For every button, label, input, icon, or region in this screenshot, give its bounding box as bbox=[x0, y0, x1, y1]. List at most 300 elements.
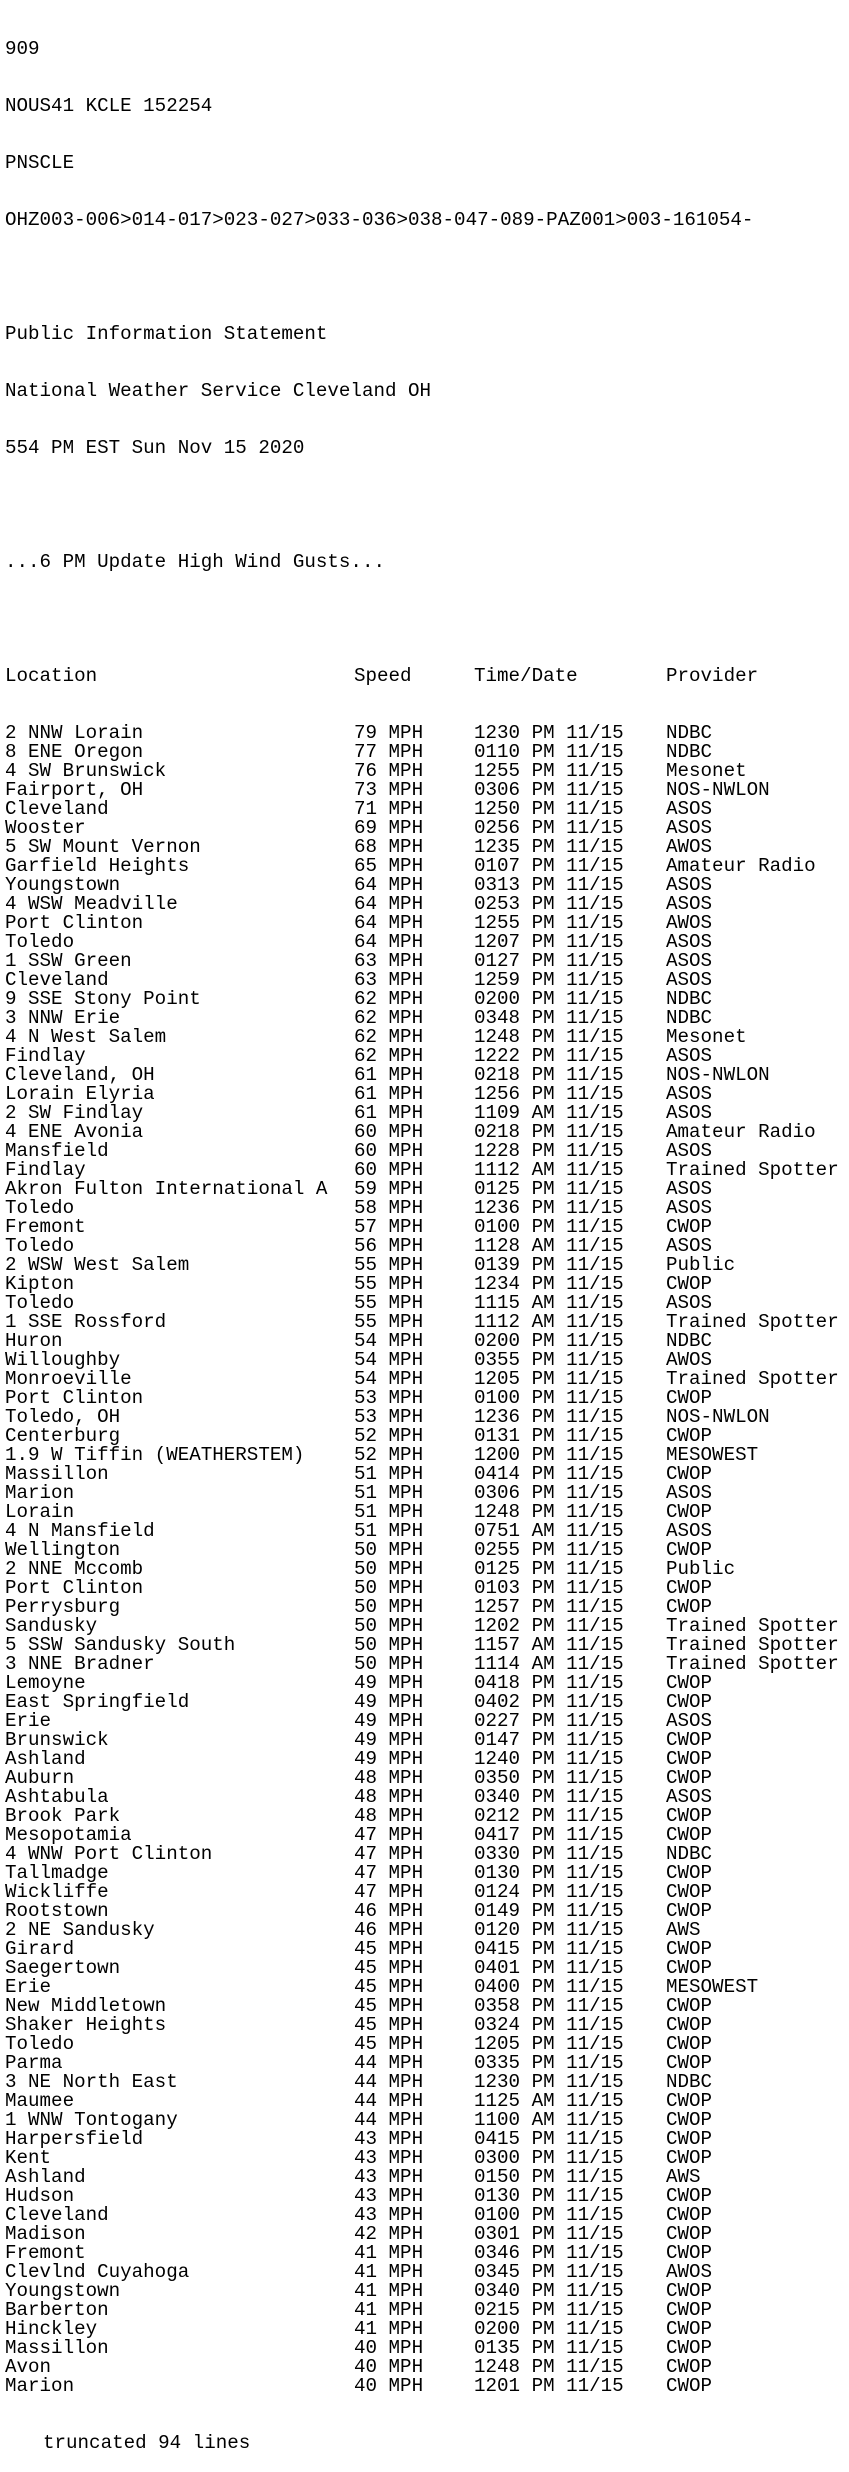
speed-cell: 60 MPH bbox=[354, 1140, 424, 1162]
provider-cell: ASOS bbox=[666, 1520, 713, 1542]
provider-cell: CWOP bbox=[666, 1463, 713, 1485]
issue-time: 554 PM EST Sun Nov 15 2020 bbox=[5, 437, 305, 459]
location-cell: Auburn bbox=[5, 1767, 75, 1789]
time-date-cell: 1240 PM 11/15 bbox=[474, 1748, 624, 1770]
table-row bbox=[5, 1921, 849, 1940]
location-cell: Wooster bbox=[5, 817, 86, 839]
location-cell: Wickliffe bbox=[5, 1881, 109, 1903]
location-cell: 2 NNE Mccomb bbox=[5, 1558, 144, 1580]
provider-cell: NOS-NWLON bbox=[666, 779, 770, 801]
provider-cell: NDBC bbox=[666, 1007, 713, 1029]
provider-cell: CWOP bbox=[666, 2109, 713, 2131]
provider-cell: CWOP bbox=[666, 1216, 713, 1238]
location-cell: Saegertown bbox=[5, 1957, 121, 1979]
provider-cell: NOS-NWLON bbox=[666, 1064, 770, 1086]
time-date-cell: 1128 AM 11/15 bbox=[474, 1235, 624, 1257]
speed-cell: 55 MPH bbox=[354, 1273, 424, 1295]
time-date-cell: 0358 PM 11/15 bbox=[474, 1995, 624, 2017]
time-date-cell: 0103 PM 11/15 bbox=[474, 1577, 624, 1599]
provider-cell: ASOS bbox=[666, 1235, 713, 1257]
speed-cell: 47 MPH bbox=[354, 1881, 424, 1903]
table-row bbox=[5, 1959, 849, 1978]
time-date-cell: 0340 PM 11/15 bbox=[474, 1786, 624, 1808]
table-row bbox=[5, 2054, 849, 2073]
provider-cell: CWOP bbox=[666, 2356, 713, 2378]
provider-cell: CWOP bbox=[666, 2128, 713, 2150]
table-row bbox=[5, 2168, 849, 2187]
location-cell: Ashland bbox=[5, 2166, 86, 2188]
location-cell: Cleveland bbox=[5, 2204, 109, 2226]
provider-cell: Trained Spotter bbox=[666, 1311, 839, 1333]
provider-cell: CWOP bbox=[666, 1881, 713, 1903]
location-cell: Cleveland bbox=[5, 969, 109, 991]
provider-cell: ASOS bbox=[666, 1083, 713, 1105]
provider-cell: CWOP bbox=[666, 2014, 713, 2036]
provider-cell: CWOP bbox=[666, 1748, 713, 1770]
text-document bbox=[5, 2, 849, 2472]
speed-cell: 71 MPH bbox=[354, 798, 424, 820]
provider-cell: AWOS bbox=[666, 1349, 713, 1371]
provider-cell: Trained Spotter bbox=[666, 1634, 839, 1656]
location-cell: Toledo bbox=[5, 1292, 75, 1314]
table-row bbox=[5, 2187, 849, 2206]
time-date-cell: 0110 PM 11/15 bbox=[474, 741, 624, 763]
speed-cell: 42 MPH bbox=[354, 2223, 424, 2245]
provider-cell: CWOP bbox=[666, 2052, 713, 2074]
location-cell: 8 ENE Oregon bbox=[5, 741, 144, 763]
time-date-cell: 0100 PM 11/15 bbox=[474, 1216, 624, 1238]
provider-cell: ASOS bbox=[666, 1102, 713, 1124]
provider-cell: Trained Spotter bbox=[666, 1159, 839, 1181]
location-cell: 2 NE Sandusky bbox=[5, 1919, 155, 1941]
provider-cell: CWOP bbox=[666, 2223, 713, 2245]
provider-cell: CWOP bbox=[666, 2204, 713, 2226]
provider-cell: NDBC bbox=[666, 2071, 713, 2093]
time-date-cell: 0218 PM 11/15 bbox=[474, 1121, 624, 1143]
time-date-cell: 0212 PM 11/15 bbox=[474, 1805, 624, 1827]
provider-cell: CWOP bbox=[666, 2242, 713, 2264]
speed-cell: 62 MPH bbox=[354, 1026, 424, 1048]
time-date-cell: 0139 PM 11/15 bbox=[474, 1254, 624, 1276]
provider-cell: AWS bbox=[666, 1919, 701, 1941]
provider-cell: Mesonet bbox=[666, 760, 747, 782]
speed-cell: 61 MPH bbox=[354, 1102, 424, 1124]
table-row bbox=[5, 2225, 849, 2244]
speed-cell: 41 MPH bbox=[354, 2318, 424, 2340]
time-date-cell: 0355 PM 11/15 bbox=[474, 1349, 624, 1371]
speed-cell: 50 MPH bbox=[354, 1653, 424, 1675]
location-cell: Kent bbox=[5, 2147, 52, 2169]
location-cell: Cleveland, OH bbox=[5, 1064, 155, 1086]
location-cell: Wellington bbox=[5, 1539, 121, 1561]
table-row bbox=[5, 1978, 849, 1997]
table-row bbox=[5, 1522, 849, 1541]
time-date-cell: 1112 AM 11/15 bbox=[474, 1311, 624, 1333]
time-date-cell: 0330 PM 11/15 bbox=[474, 1843, 624, 1865]
table-row bbox=[5, 2035, 849, 2054]
speed-cell: 55 MPH bbox=[354, 1311, 424, 1333]
provider-cell: ASOS bbox=[666, 817, 713, 839]
location-cell: 2 NNW Lorain bbox=[5, 722, 144, 744]
time-date-cell: 0147 PM 11/15 bbox=[474, 1729, 624, 1751]
location-cell: Girard bbox=[5, 1938, 75, 1960]
time-date-cell: 1248 PM 11/15 bbox=[474, 1026, 624, 1048]
table-row bbox=[5, 990, 849, 1009]
provider-cell: ASOS bbox=[666, 1045, 713, 1067]
table-header bbox=[5, 667, 849, 686]
location-cell: Tallmadge bbox=[5, 1862, 109, 1884]
time-date-cell: 0131 PM 11/15 bbox=[474, 1425, 624, 1447]
location-cell: 2 WSW West Salem bbox=[5, 1254, 190, 1276]
location-cell: Fremont bbox=[5, 1216, 86, 1238]
table-row bbox=[5, 914, 849, 933]
provider-cell: AWOS bbox=[666, 2261, 713, 2283]
speed-cell: 43 MPH bbox=[354, 2185, 424, 2207]
provider-cell: NDBC bbox=[666, 988, 713, 1010]
table-row bbox=[5, 952, 849, 971]
provider-cell: CWOP bbox=[666, 1938, 713, 1960]
speed-cell: 45 MPH bbox=[354, 2033, 424, 2055]
time-date-cell: 1236 PM 11/15 bbox=[474, 1406, 624, 1428]
speed-cell: 62 MPH bbox=[354, 988, 424, 1010]
time-date-cell: 0125 PM 11/15 bbox=[474, 1558, 624, 1580]
time-date-cell: 0218 PM 11/15 bbox=[474, 1064, 624, 1086]
location-cell: Toledo, OH bbox=[5, 1406, 121, 1428]
speed-cell: 57 MPH bbox=[354, 1216, 424, 1238]
speed-cell: 53 MPH bbox=[354, 1406, 424, 1428]
speed-cell: 54 MPH bbox=[354, 1349, 424, 1371]
location-cell: Barberton bbox=[5, 2299, 109, 2321]
time-date-cell: 0401 PM 11/15 bbox=[474, 1957, 624, 1979]
location-cell: Port Clinton bbox=[5, 912, 144, 934]
table-row bbox=[5, 1484, 849, 1503]
table-row bbox=[5, 2111, 849, 2130]
time-date-cell: 0300 PM 11/15 bbox=[474, 2147, 624, 2169]
time-date-cell: 0415 PM 11/15 bbox=[474, 2128, 624, 2150]
table-row bbox=[5, 1123, 849, 1142]
speed-cell: 44 MPH bbox=[354, 2071, 424, 2093]
speed-cell: 69 MPH bbox=[354, 817, 424, 839]
time-date-cell: 1230 PM 11/15 bbox=[474, 2071, 624, 2093]
speed-cell: 50 MPH bbox=[354, 1577, 424, 1599]
time-date-cell: 0130 PM 11/15 bbox=[474, 1862, 624, 1884]
speed-cell: 55 MPH bbox=[354, 1292, 424, 1314]
table-row bbox=[5, 1750, 849, 1769]
time-date-cell: 1255 PM 11/15 bbox=[474, 912, 624, 934]
speed-cell: 56 MPH bbox=[354, 1235, 424, 1257]
provider-cell: ASOS bbox=[666, 969, 713, 991]
speed-cell: 49 MPH bbox=[354, 1729, 424, 1751]
provider-cell: ASOS bbox=[666, 798, 713, 820]
location-cell: Garfield Heights bbox=[5, 855, 190, 877]
time-date-cell: 0135 PM 11/15 bbox=[474, 2337, 624, 2359]
provider-cell: CWOP bbox=[666, 2318, 713, 2340]
location-cell: Toledo bbox=[5, 931, 75, 953]
blank-line bbox=[5, 610, 849, 629]
time-date-cell: 1230 PM 11/15 bbox=[474, 722, 624, 744]
speed-cell: 68 MPH bbox=[354, 836, 424, 858]
speed-cell: 46 MPH bbox=[354, 1900, 424, 1922]
provider-cell: MESOWEST bbox=[666, 1444, 759, 1466]
location-cell: Willoughby bbox=[5, 1349, 121, 1371]
time-date-cell: 0348 PM 11/15 bbox=[474, 1007, 624, 1029]
table-row bbox=[5, 1256, 849, 1275]
speed-cell: 43 MPH bbox=[354, 2147, 424, 2169]
table-row bbox=[5, 1465, 849, 1484]
speed-cell: 64 MPH bbox=[354, 874, 424, 896]
speed-cell: 45 MPH bbox=[354, 2014, 424, 2036]
location-cell: New Middletown bbox=[5, 1995, 167, 2017]
speed-cell: 46 MPH bbox=[354, 1919, 424, 1941]
blank-line bbox=[5, 496, 849, 515]
location-cell: Marion bbox=[5, 1482, 75, 1504]
time-date-cell: 1259 PM 11/15 bbox=[474, 969, 624, 991]
speed-cell: 76 MPH bbox=[354, 760, 424, 782]
speed-cell: 47 MPH bbox=[354, 1843, 424, 1865]
location-cell: Erie bbox=[5, 1976, 52, 1998]
table-row bbox=[5, 1275, 849, 1294]
speed-cell: 79 MPH bbox=[354, 722, 424, 744]
time-date-cell: 1248 PM 11/15 bbox=[474, 2356, 624, 2378]
location-cell: Brunswick bbox=[5, 1729, 109, 1751]
time-date-cell: 1157 AM 11/15 bbox=[474, 1634, 624, 1656]
location-cell: 2 SW Findlay bbox=[5, 1102, 144, 1124]
location-cell: 3 NE North East bbox=[5, 2071, 178, 2093]
table-row bbox=[5, 781, 849, 800]
header-line-2: NOUS41 KCLE 152254 bbox=[5, 95, 213, 117]
table-row bbox=[5, 1712, 849, 1731]
speed-cell: 50 MPH bbox=[354, 1615, 424, 1637]
location-cell: Centerburg bbox=[5, 1425, 121, 1447]
time-date-cell: 0306 PM 11/15 bbox=[474, 779, 624, 801]
speed-cell: 48 MPH bbox=[354, 1805, 424, 1827]
provider-cell: ASOS bbox=[666, 874, 713, 896]
time-date-cell: 0418 PM 11/15 bbox=[474, 1672, 624, 1694]
time-date-cell: 1207 PM 11/15 bbox=[474, 931, 624, 953]
time-date-cell: 0751 AM 11/15 bbox=[474, 1520, 624, 1542]
speed-cell: 62 MPH bbox=[354, 1045, 424, 1067]
speed-cell: 41 MPH bbox=[354, 2280, 424, 2302]
time-date-cell: 0130 PM 11/15 bbox=[474, 2185, 624, 2207]
time-date-cell: 0417 PM 11/15 bbox=[474, 1824, 624, 1846]
provider-cell: NDBC bbox=[666, 722, 713, 744]
location-cell: Findlay bbox=[5, 1045, 86, 1067]
speed-cell: 47 MPH bbox=[354, 1824, 424, 1846]
location-cell: Akron Fulton International A bbox=[5, 1178, 328, 1200]
table-row bbox=[5, 1769, 849, 1788]
speed-cell: 45 MPH bbox=[354, 1957, 424, 1979]
speed-cell: 43 MPH bbox=[354, 2166, 424, 2188]
provider-cell: CWOP bbox=[666, 1729, 713, 1751]
provider-cell: CWOP bbox=[666, 1425, 713, 1447]
blank-line bbox=[5, 268, 849, 287]
time-date-cell: 1115 AM 11/15 bbox=[474, 1292, 624, 1314]
time-date-cell: 1205 PM 11/15 bbox=[474, 1368, 624, 1390]
speed-cell: 45 MPH bbox=[354, 1938, 424, 1960]
speed-cell: 44 MPH bbox=[354, 2109, 424, 2131]
provider-cell: MESOWEST bbox=[666, 1976, 759, 1998]
speed-cell: 45 MPH bbox=[354, 1976, 424, 1998]
time-date-cell: 1257 PM 11/15 bbox=[474, 1596, 624, 1618]
table-row bbox=[5, 1028, 849, 1047]
table-row bbox=[5, 1199, 849, 1218]
table-row bbox=[5, 2358, 849, 2377]
table-row bbox=[5, 2016, 849, 2035]
provider-cell: Trained Spotter bbox=[666, 1615, 839, 1637]
time-date-cell: 0107 PM 11/15 bbox=[474, 855, 624, 877]
speed-cell: 44 MPH bbox=[354, 2052, 424, 2074]
column-header-time-date: Time/Date bbox=[474, 665, 578, 687]
speed-cell: 62 MPH bbox=[354, 1007, 424, 1029]
location-cell: Fremont bbox=[5, 2242, 86, 2264]
provider-cell: Public bbox=[666, 1558, 736, 1580]
time-date-cell: 0256 PM 11/15 bbox=[474, 817, 624, 839]
location-cell: Hinckley bbox=[5, 2318, 98, 2340]
location-cell: Mansfield bbox=[5, 1140, 109, 1162]
speed-cell: 53 MPH bbox=[354, 1387, 424, 1409]
speed-cell: 63 MPH bbox=[354, 950, 424, 972]
speed-cell: 41 MPH bbox=[354, 2299, 424, 2321]
table-row bbox=[5, 2244, 849, 2263]
speed-cell: 51 MPH bbox=[354, 1520, 424, 1542]
speed-cell: 77 MPH bbox=[354, 741, 424, 763]
time-date-cell: 0335 PM 11/15 bbox=[474, 2052, 624, 2074]
provider-cell: NOS-NWLON bbox=[666, 1406, 770, 1428]
speed-cell: 47 MPH bbox=[354, 1862, 424, 1884]
provider-cell: AWS bbox=[666, 2166, 701, 2188]
speed-cell: 61 MPH bbox=[354, 1083, 424, 1105]
time-date-cell: 0127 PM 11/15 bbox=[474, 950, 624, 972]
location-cell: 4 SW Brunswick bbox=[5, 760, 167, 782]
provider-cell: CWOP bbox=[666, 1691, 713, 1713]
time-date-cell: 1256 PM 11/15 bbox=[474, 1083, 624, 1105]
location-cell: Madison bbox=[5, 2223, 86, 2245]
provider-cell: CWOP bbox=[666, 1387, 713, 1409]
column-header-location: Location bbox=[5, 665, 98, 687]
table-row bbox=[5, 2377, 849, 2396]
speed-cell: 64 MPH bbox=[354, 931, 424, 953]
provider-cell: CWOP bbox=[666, 1957, 713, 1979]
provider-cell: AWOS bbox=[666, 912, 713, 934]
provider-cell: Trained Spotter bbox=[666, 1368, 839, 1390]
speed-cell: 43 MPH bbox=[354, 2128, 424, 2150]
time-date-cell: 0400 PM 11/15 bbox=[474, 1976, 624, 1998]
time-date-cell: 0324 PM 11/15 bbox=[474, 2014, 624, 2036]
table-row bbox=[5, 1332, 849, 1351]
time-date-cell: 0215 PM 11/15 bbox=[474, 2299, 624, 2321]
table-row bbox=[5, 1655, 849, 1674]
provider-cell: CWOP bbox=[666, 2280, 713, 2302]
location-cell: Youngstown bbox=[5, 874, 121, 896]
provider-cell: ASOS bbox=[666, 1786, 713, 1808]
speed-cell: 50 MPH bbox=[354, 1539, 424, 1561]
provider-cell: CWOP bbox=[666, 1767, 713, 1789]
column-header-provider: Provider bbox=[666, 665, 759, 687]
table-row bbox=[5, 1218, 849, 1237]
speed-cell: 52 MPH bbox=[354, 1444, 424, 1466]
time-date-cell: 0200 PM 11/15 bbox=[474, 988, 624, 1010]
table-row bbox=[5, 1579, 849, 1598]
provider-cell: ASOS bbox=[666, 931, 713, 953]
provider-cell: CWOP bbox=[666, 2033, 713, 2055]
provider-cell: ASOS bbox=[666, 1197, 713, 1219]
time-date-cell: 1236 PM 11/15 bbox=[474, 1197, 624, 1219]
location-cell: 4 N Mansfield bbox=[5, 1520, 155, 1542]
time-date-cell: 0415 PM 11/15 bbox=[474, 1938, 624, 1960]
provider-cell: AWOS bbox=[666, 836, 713, 858]
provider-cell: CWOP bbox=[666, 1273, 713, 1295]
provider-cell: CWOP bbox=[666, 2299, 713, 2321]
table-row bbox=[5, 1313, 849, 1332]
location-cell: Massillon bbox=[5, 1463, 109, 1485]
time-date-cell: 1234 PM 11/15 bbox=[474, 1273, 624, 1295]
speed-cell: 49 MPH bbox=[354, 1710, 424, 1732]
location-cell: Shaker Heights bbox=[5, 2014, 167, 2036]
location-cell: Clevlnd Cuyahoga bbox=[5, 2261, 190, 2283]
speed-cell: 40 MPH bbox=[354, 2356, 424, 2378]
location-cell: Kipton bbox=[5, 1273, 75, 1295]
table-row bbox=[5, 1693, 849, 1712]
time-date-cell: 1200 PM 11/15 bbox=[474, 1444, 624, 1466]
speed-cell: 49 MPH bbox=[354, 1748, 424, 1770]
time-date-cell: 1109 AM 11/15 bbox=[474, 1102, 624, 1124]
location-cell: 4 N West Salem bbox=[5, 1026, 167, 1048]
location-cell: 1 WNW Tontogany bbox=[5, 2109, 178, 2131]
speed-cell: 52 MPH bbox=[354, 1425, 424, 1447]
location-cell: 4 WNW Port Clinton bbox=[5, 1843, 213, 1865]
location-cell: Port Clinton bbox=[5, 1577, 144, 1599]
speed-cell: 61 MPH bbox=[354, 1064, 424, 1086]
provider-cell: CWOP bbox=[666, 2090, 713, 2112]
speed-cell: 60 MPH bbox=[354, 1159, 424, 1181]
zone-codes-line: OHZ003-006>014-017>023-027>033-036>038-047-089-PAZ001>003-161054- bbox=[5, 209, 754, 231]
location-cell: 4 WSW Meadville bbox=[5, 893, 178, 915]
table-row bbox=[5, 1940, 849, 1959]
provider-cell: ASOS bbox=[666, 1292, 713, 1314]
speed-cell: 49 MPH bbox=[354, 1672, 424, 1694]
time-date-cell: 1202 PM 11/15 bbox=[474, 1615, 624, 1637]
table-row bbox=[5, 1883, 849, 1902]
table-row bbox=[5, 2301, 849, 2320]
location-cell: 1 SSE Rossford bbox=[5, 1311, 167, 1333]
speed-cell: 54 MPH bbox=[354, 1330, 424, 1352]
table-row bbox=[5, 2073, 849, 2092]
location-cell: 5 SSW Sandusky South bbox=[5, 1634, 236, 1656]
location-cell: Toledo bbox=[5, 1235, 75, 1257]
speed-cell: 41 MPH bbox=[354, 2261, 424, 2283]
time-date-cell: 0120 PM 11/15 bbox=[474, 1919, 624, 1941]
table-row bbox=[5, 2206, 849, 2225]
provider-cell: ASOS bbox=[666, 1482, 713, 1504]
table-row bbox=[5, 1997, 849, 2016]
time-date-cell: 1250 PM 11/15 bbox=[474, 798, 624, 820]
location-cell: Maumee bbox=[5, 2090, 75, 2112]
provider-cell: CWOP bbox=[666, 1539, 713, 1561]
location-cell: Port Clinton bbox=[5, 1387, 144, 1409]
time-date-cell: 1248 PM 11/15 bbox=[474, 1501, 624, 1523]
location-cell: 5 SW Mount Vernon bbox=[5, 836, 201, 858]
time-date-cell: 1125 AM 11/15 bbox=[474, 2090, 624, 2112]
table-row bbox=[5, 1845, 849, 1864]
provider-cell: CWOP bbox=[666, 1577, 713, 1599]
location-cell: 4 ENE Avonia bbox=[5, 1121, 144, 1143]
time-date-cell: 0340 PM 11/15 bbox=[474, 2280, 624, 2302]
provider-cell: CWOP bbox=[666, 2337, 713, 2359]
location-cell: Youngstown bbox=[5, 2280, 121, 2302]
provider-cell: Public bbox=[666, 1254, 736, 1276]
header-line-1: 909 bbox=[5, 38, 40, 60]
statement-title: Public Information Statement bbox=[5, 323, 328, 345]
